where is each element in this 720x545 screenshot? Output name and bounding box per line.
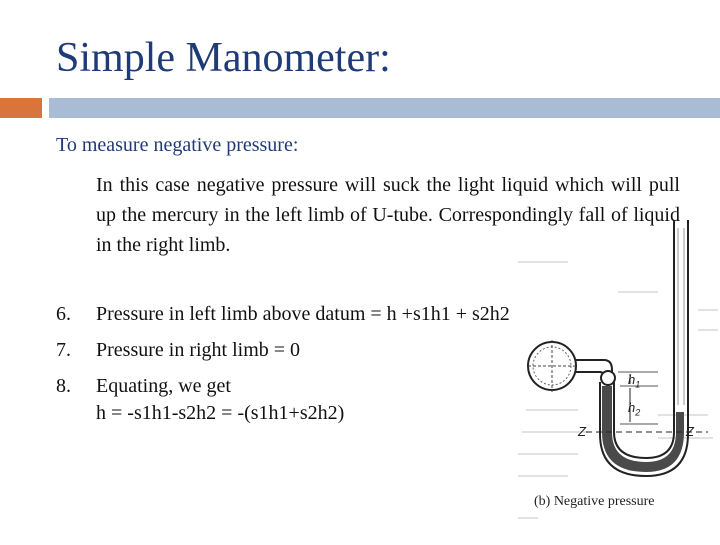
title-accent-bar-orange [0, 98, 42, 118]
title-accent-bar-blue [49, 98, 720, 118]
u-tube-inner-wall [614, 220, 674, 458]
list-item-text: Pressure in left limb above datum = h +s1h1 + s2h2 [96, 303, 510, 325]
equation-list [56, 296, 510, 404]
list-item [56, 368, 510, 404]
subheading: To measure negative pressure: [56, 134, 299, 156]
list-item [56, 332, 510, 368]
list-item [56, 296, 510, 332]
slide-title: Simple Manometer: [56, 35, 391, 81]
list-item-number: 7. [56, 339, 71, 361]
u-tube-diagram [508, 200, 720, 540]
h1-label: $h_1$ [628, 372, 641, 390]
datum-label-left: Z [578, 424, 586, 439]
list-item-number: 6. [56, 303, 71, 325]
list-item-text: Pressure in right limb = 0 [96, 339, 301, 361]
result-equation: h = -s1h1-s2h2 = -(s1h1+s2h2) [96, 402, 345, 424]
manometer-figure [508, 200, 720, 540]
list-item-number: 8. [56, 375, 71, 397]
h2-label: $h_2$ [628, 400, 641, 418]
list-item-text: Equating, we get [96, 375, 231, 397]
datum-label-right: Z [686, 424, 694, 439]
figure-caption: (b) Negative pressure [534, 494, 655, 509]
description-paragraph: In this case negative pressure will suck the light liquid which will pull up the mercury in the left limb of U-tube. Correspondingly fall of liquid in the right limb. [96, 174, 680, 256]
